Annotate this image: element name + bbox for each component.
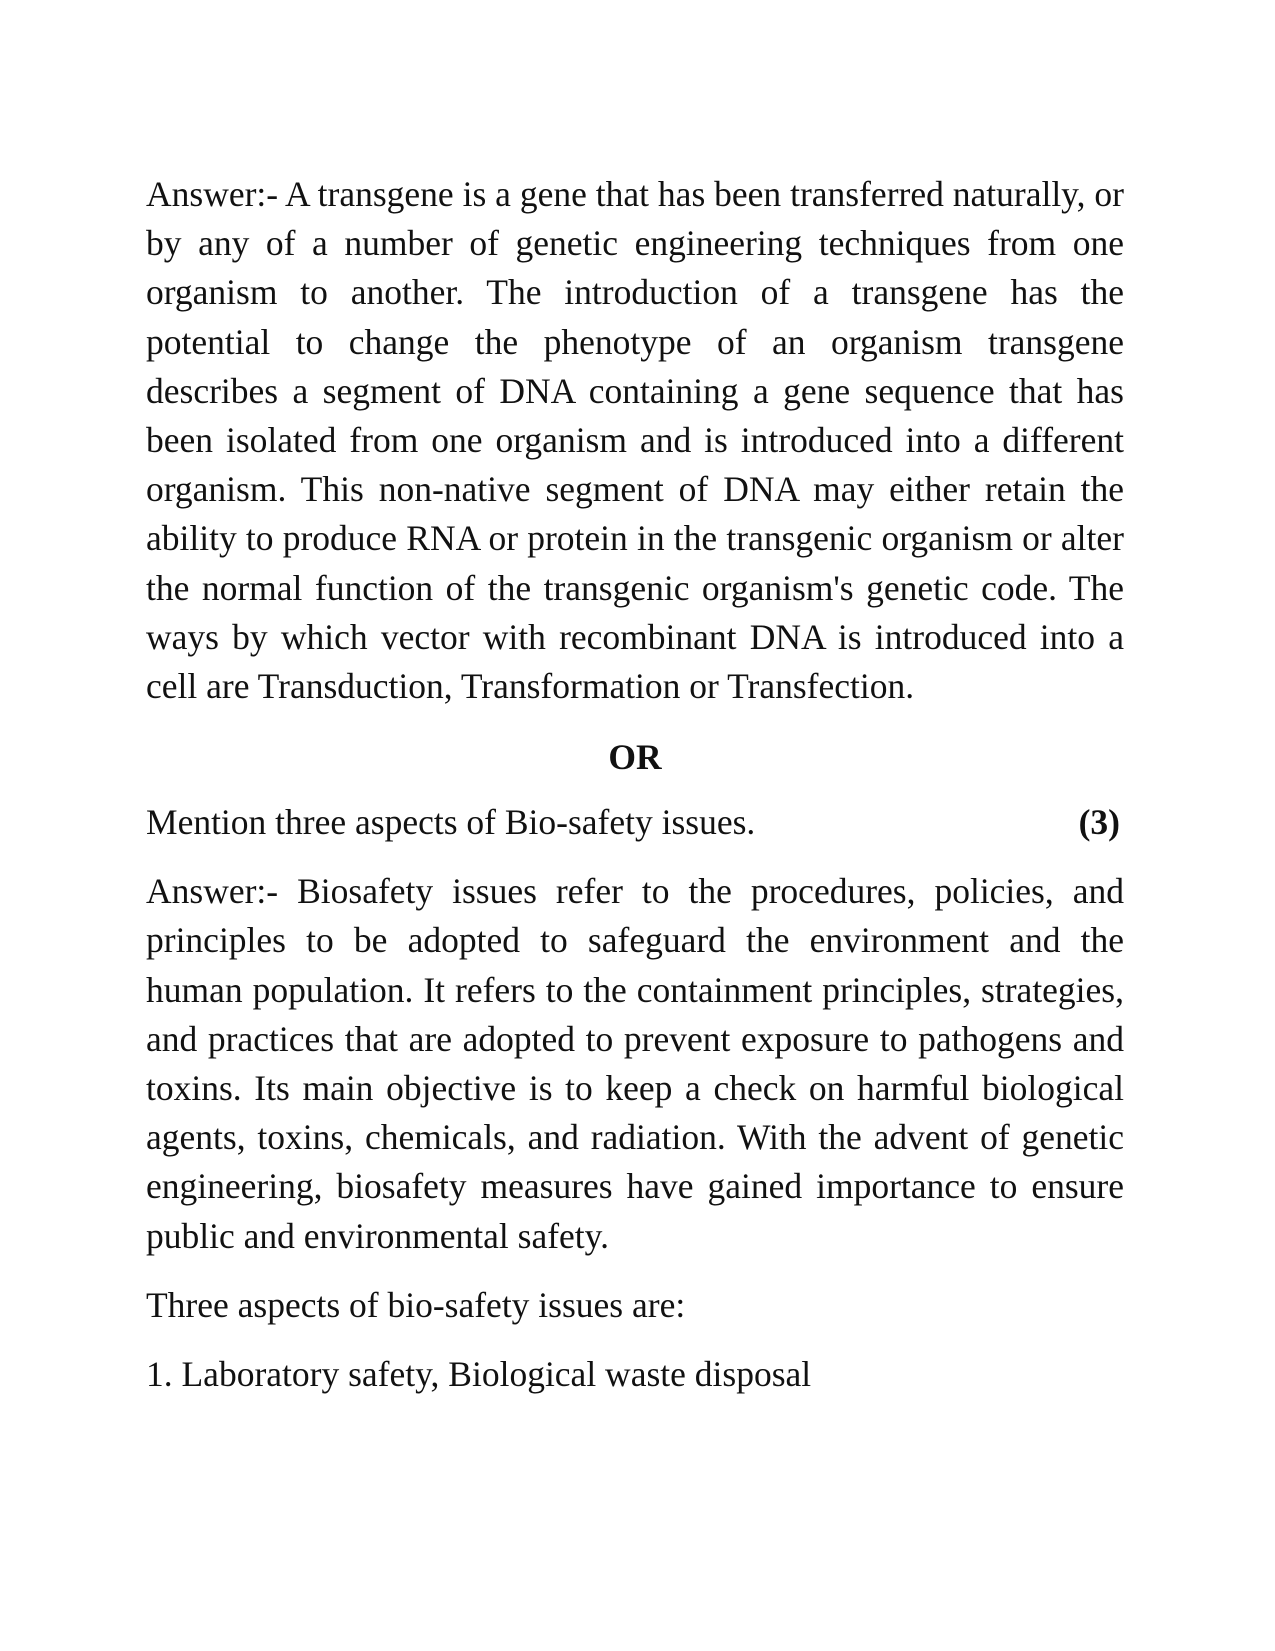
- answer-biosafety-paragraph: Answer:- Biosafety issues refer to the procedures, policies, and principles to be adopted to safeguard the environment and the human population. It refers to the containment principles, strategies, and practices that are adopted to prevent exposure to pathogens and toxins. Its main objective is to keep a check on harmful biological agents, toxins, chemicals, and radiation. With the advent of genetic engineering, biosafety measures have gained importance to ensure public and environmental safety.: [146, 871, 1124, 1256]
- aspects-list-item: 1. Laboratory safety, Biological waste disposal: [146, 1353, 812, 1394]
- answer-transgene-paragraph: Answer:- A transgene is a gene that has been transferred naturally, or by any of a number of genetic engineering techniques from one organism to another. The introduction of a transgene has the potential to change the phenotype of an organism transgene describes a segment of DNA containing a gene sequence that has been isolated from one organism and is introduced into a different organism. This non-native segment of DNA may either retain the ability to produce RNA or protein in the transgenic organism or alter the normal function of the transgenic organism's genetic code. The ways by which vector with recombinant DNA is introduced into a cell are Transduction, Transformation or Transfection.: [146, 174, 1124, 707]
- aspects-lead-text: Three aspects of bio-safety issues are:: [146, 1284, 686, 1325]
- question-row: [146, 798, 1124, 847]
- document-page: [146, 170, 1124, 1399]
- or-heading: OR: [608, 737, 662, 778]
- question-marks: (3): [1078, 802, 1120, 843]
- question-text: Mention three aspects of Bio-safety issues.: [146, 802, 756, 843]
